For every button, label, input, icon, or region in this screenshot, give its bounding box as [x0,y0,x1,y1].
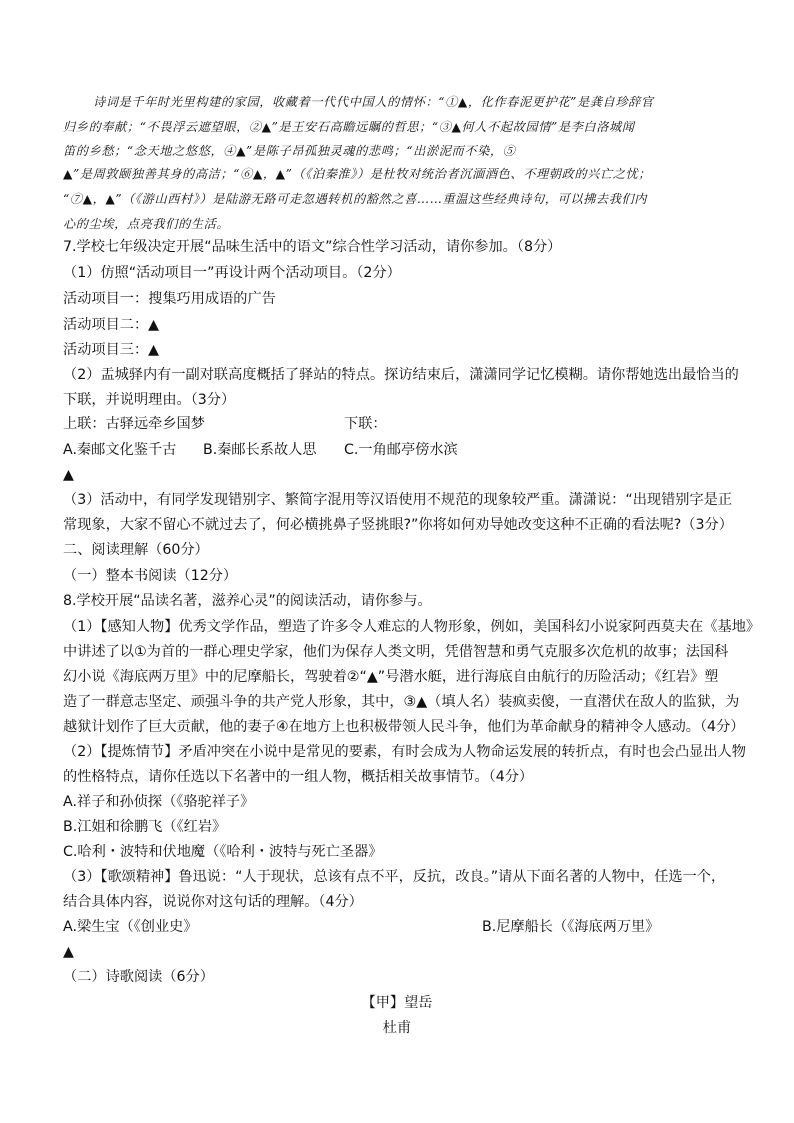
q8-s3-line-2: 结合具体内容，说说你对这句话的理解。（4分） [63,894,363,910]
q8-s2-option-b: B.江姐和徐鹏飞（《红岩》 [63,819,227,835]
q8-s1-line-5: 越狱计划作了巨大贡献，他的妻子④在地方上也积极带领人民斗争，他们为革命献身的精神令人感动。（4分） [63,719,745,735]
q8-answer-placeholder: ▲ [63,944,74,960]
q8-s1-line-1: （1）【感知人物】优秀文学作品，塑造了许多令人难忘的人物形象，例如，美国科幻小说家阿西莫夫在《基地》 [63,619,761,635]
q8-s2-option-a: A.祥子和孙侦探（《骆驼祥子》 [63,794,255,810]
couplet-option-c: C.一角邮亭傍水滨 [344,442,458,458]
q8-s2-line-2: 的性格特点，请你任选以下名著中的一组人物，概括相关故事情节。（4分） [63,769,534,785]
section-2-title: 二、阅读理解（60分） [63,542,209,558]
q8-s3-line-1: （3）【歌颂精神】鲁迅说：“人于现状，总该有点不平，反抗，改良。”请从下面名著的人物中，任选一个， [63,869,726,885]
q8-s2-line-1: （2）【提炼情节】矛盾冲突在小说中是常见的要素，有时会成为人物命运发展的转折点，有时也会凸显出人物 [63,744,746,760]
q8-s1-line-4: 造了一群意志坚定、顽强斗争的共产党人形象，其中，③▲（填人名）装疯卖傻，一直潜伏在敌人的监狱，为 [63,694,740,710]
q8-s2-option-c: C.哈利・波特和伏地魔（《哈利・波特与死亡圣器》 [63,844,383,860]
section-2-part-1: （一）整本书阅读（12分） [63,568,238,584]
poem-intro-line-1: 诗词是千年时光里构建的家园，收藏着一代代中国人的情怀：“①▲，化作春泥更护花”是龚自珍辞官 [93,95,654,109]
poem-intro-line-2: 归乡的奉献；“不畏浮云遮望眼，②▲”是王安石高瞻远瞩的哲思；“③▲何人不起故园情”是李白洛城闻 [63,120,635,134]
q7-sub2-line-2: 下联，并说明理由。（3分） [63,392,236,408]
q8-title: 8.学校开展“品读名著，滋养心灵”的阅读活动，请你参与。 [63,593,432,609]
poem-title: 【甲】望岳 [361,995,433,1011]
poem-intro-line-6: 心的尘埃，点亮我们的生活。 [63,217,230,231]
q8-s3-option-a: A.梁生宝（《创业史》 [63,919,198,935]
q8-s3-option-b: B.尼摩船长（《海底两万里》 [482,919,660,935]
q7-answer-placeholder: ▲ [63,467,74,483]
q7-title: 7.学校七年级决定开展“品味生活中的语文”综合性学习活动，请你参加。（8分） [63,239,562,255]
couplet-lower: 下联： [344,416,387,432]
poem-intro-line-5: “⑦▲，▲”（《游山西村》）是陆游无路可走忽遇转机的豁然之喜……重温这些经典诗句，可以拂去我们内 [63,192,648,206]
q7-activity-item-3: 活动项目三：▲ [63,342,160,358]
couplet-upper: 上联：古驿远牵乡国梦 [63,416,205,432]
q8-s1-line-2: 中讲述了以①为首的一群心理史学家，他们为保存人类文明，凭借智慧和勇气克服多次危机的故事；法国科 [63,644,729,660]
q7-sub1: （1）仿照“活动项目一”再设计两个活动项目。（2分） [63,265,401,281]
q7-sub3-line-2: 常现象，大家不留心不就过去了，何必横挑鼻子竖挑眼?”你将如何劝导她改变这种不正确的看法呢?（3分） [63,517,733,533]
poetry-section-title: （二）诗歌阅读（6分） [63,969,214,985]
poem-intro-line-3: 笛的乡愁；“念天地之悠悠，④▲”是陈子昂孤独灵魂的悲鸣；“出淤泥而不染，⑤ [63,144,516,158]
q7-activity-item-1: 活动项目一：搜集巧用成语的广告 [63,291,276,307]
q8-s1-line-3: 幻小说《海底两万里》中的尼摩船长，驾驶着②“▲”号潜水艇，进行海底自由航行的历险活动；《红岩》塑 [63,669,719,685]
q7-sub2-line-1: （2）盂城驿内有一副对联高度概括了驿站的特点。探访结束后，潇潇同学记忆模糊。请你帮她选出最恰当的 [63,367,739,383]
q7-activity-item-2: 活动项目二：▲ [63,317,160,333]
q7-sub3-line-1: （3）活动中，有同学发现错别字、繁简字混用等汉语使用不规范的现象较严重。潇潇说：“出现错别字是正 [63,492,733,508]
poem-author: 杜甫 [382,1020,412,1036]
couplet-option-a: A.秦邮文化鉴千古 [63,442,177,458]
poem-intro-line-4: ▲”是周敦颐独善其身的高洁；“⑥▲，▲”（《泊秦淮》）是杜牧对统治者沉湎酒色、不理朝政的兴亡之忧； [63,167,652,181]
couplet-option-b: B.秦邮长系故人思 [203,442,317,458]
